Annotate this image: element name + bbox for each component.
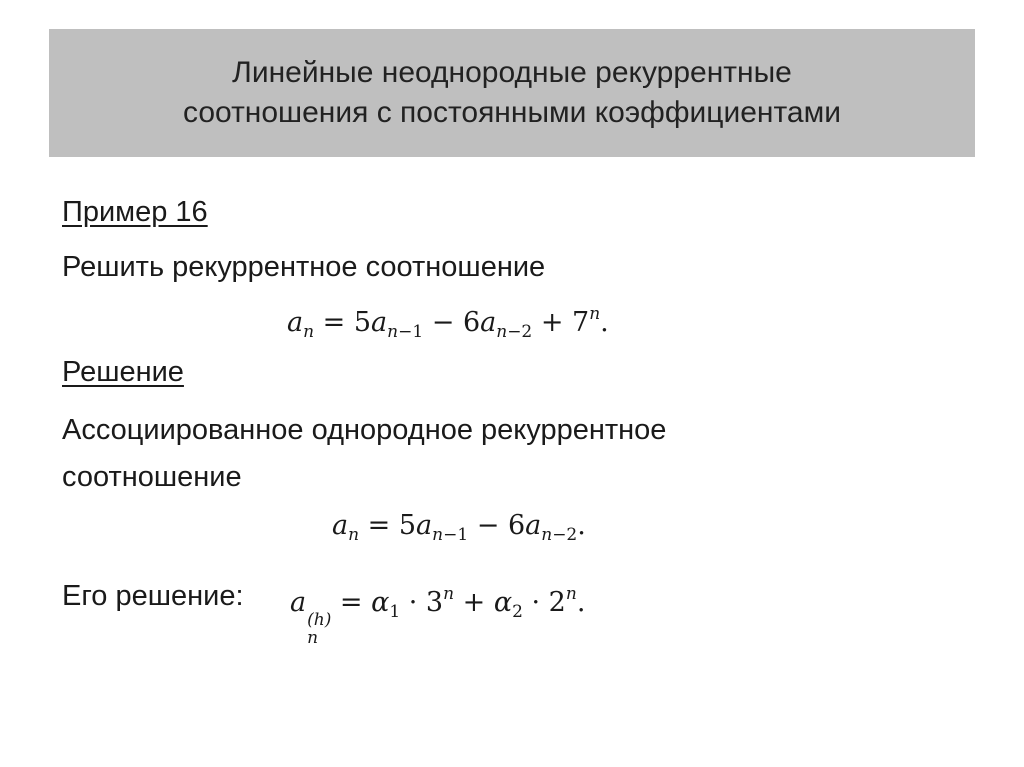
- slide-content: [62, 0, 962, 767]
- formula-general-solution: a (h) n = $\alpha_1 \cdot 3^n + \alpha_2 \cdot 2^n$.: [290, 584, 586, 648]
- assoc-text-line-2: соотношение: [62, 461, 242, 493]
- slide-title-line-2: соотношения с постоянными коэффициентами: [183, 96, 841, 129]
- slide-title-line-1: Линейные неоднородные рекуррентные: [232, 56, 792, 89]
- solution-heading: Решение: [62, 356, 184, 388]
- formula-homogeneous: $a_n = 5a_{n-1} - 6a_{n-2}$.: [332, 510, 586, 545]
- general-solution-label: Его решение:: [62, 580, 244, 612]
- example-heading: Пример 16: [62, 196, 208, 228]
- task-text: Решить рекуррентное соотношение: [62, 251, 546, 283]
- assoc-text-line-1: Ассоциированное однородное рекуррентное: [62, 414, 667, 446]
- formula-recurrence: $a_n = 5a_{n-1} - 6a_{n-2} + 7^n$.: [287, 304, 609, 342]
